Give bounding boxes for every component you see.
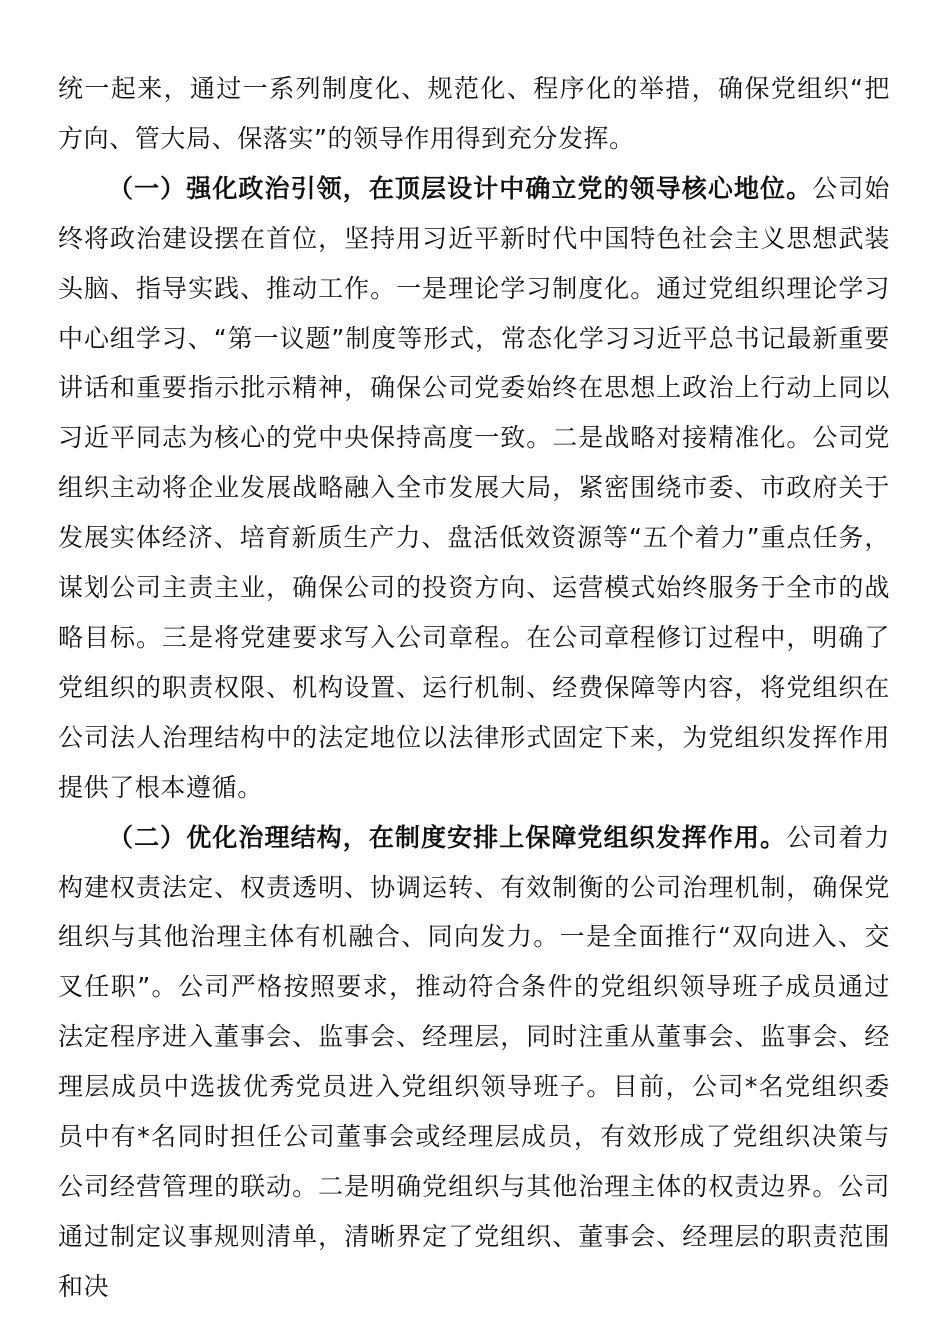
paragraph-section-1: [58, 164, 890, 813]
paragraph-text: 公司始终将政治建设摆在首位，坚持用习近平新时代中国特色社会主义思想武装头脑、指导实践、推动工作。一是理论学习制度化。通过党组织理论学习中心组学习、“第一议题”制度等形式，常态化学习习近平总书记最新重要讲话和重要指示批示精神，确保公司党委始终在思想上政治上行动上同以习近平同志为核心的党中央保持高度一致。二是战略对接精准化。公司党组织主动将企业发展战略融入全市发展大局，紧密围绕市委、市政府关于发展实体经济、培育新质生产力、盘活低效资源等“五个着力”重点任务，谋划公司主责主业，确保公司的投资方向、运营模式始终服务于全市的战略目标。三是将党建要求写入公司章程。在公司章程修订过程中，明确了党组织的职责权限、机构设置、运行机制、经费保障等内容，将党组织在公司法人治理结构中的法定地位以法律形式固定下来，为党组织发挥作用提供了根本遵循。: [58, 173, 890, 802]
section-heading: （一）强化政治引领，在顶层设计中确立党的领导核心地位。: [108, 173, 813, 203]
paragraph-section-2: [58, 813, 890, 1312]
paragraph-text: 统一起来，通过一系列制度化、规范化、程序化的举措，确保党组织“把方向、管大局、保落实”的领导作用得到充分发挥。: [58, 74, 890, 153]
paragraph-text: 公司着力构建权责法定、权责透明、协调运转、有效制衡的公司治理机制，确保党组织与其他治理主体有机融合、同向发力。一是全面推行“双向进入、交叉任职”。公司严格按照要求，推动符合条件的党组织领导班子成员通过法定程序进入董事会、监事会、经理层，同时注重从董事会、监事会、经理层成员中选拔优秀党员进入党组织领导班子。目前，公司*名党组织委员中有*名同时担任公司董事会或经理层成员，有效形成了党组织决策与公司经营管理的联动。二是明确党组织与其他治理主体的权责边界。公司通过制定议事规则清单，清晰界定了党组织、董事会、经理层的职责范围和决: [58, 822, 890, 1301]
paragraph-continuation: [58, 64, 890, 164]
document-body: [58, 64, 890, 1312]
section-heading: （二）优化治理结构，在制度安排上保障党组织发挥作用。: [108, 822, 787, 852]
